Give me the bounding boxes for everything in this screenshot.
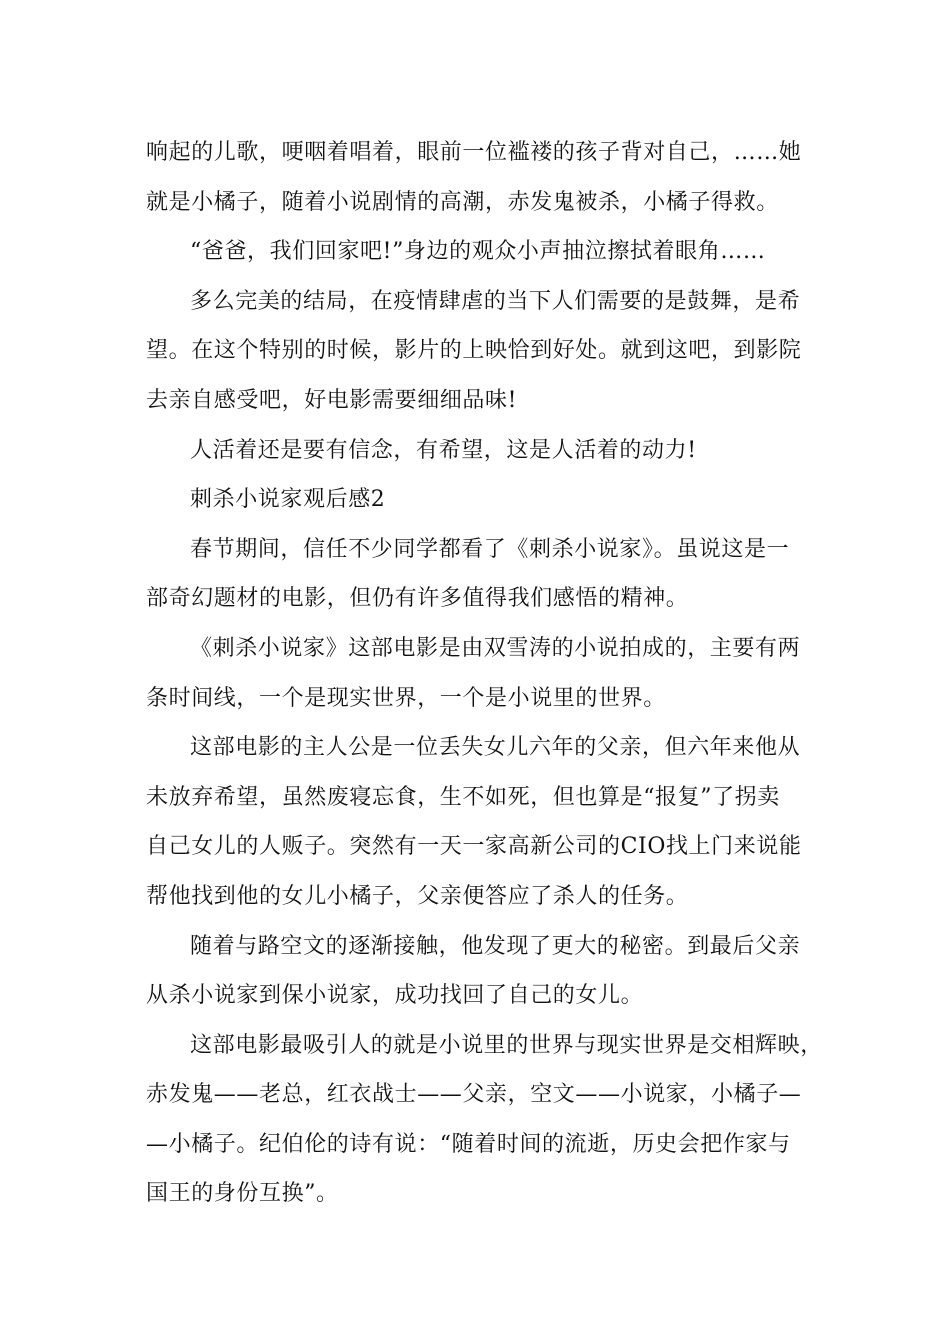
text-line: 自己女儿的人贩子。突然有一天一家高新公司的CIO找上门来说能: [146, 834, 802, 860]
document-body: [146, 128, 823, 1219]
text-line: 条时间线，一个是现实世界，一个是小说里的世界。: [146, 685, 666, 711]
text-line: 响起的儿歌，哽咽着唱着，眼前一位褴褛的孩子背对自己，……她: [146, 140, 802, 165]
section-title: 刺杀小说家观后感2: [190, 487, 386, 513]
text-line: 帮他找到他的女儿小橘子，父亲便答应了杀人的任务。: [146, 883, 689, 909]
text-line: 就是小橘子，随着小说剧情的高潮，赤发鬼被杀，小橘子得救。: [146, 189, 779, 215]
text-line: 国王的身份互换”。: [146, 1181, 339, 1207]
text-line: “爸爸，我们回家吧!”身边的观众小声抽泣擦拭着眼角……: [190, 239, 766, 265]
text-line: 人活着还是要有信念，有希望，这是人活着的动力!: [190, 437, 697, 463]
text-line: 这部电影最吸引人的就是小说里的世界与现实世界是交相辉映，: [190, 1032, 823, 1058]
text-line: 这部电影的主人公是一位丢失女儿六年的父亲，但六年来他从: [190, 735, 801, 761]
text-line: 随着与路空文的逐渐接触，他发现了更大的秘密。到最后父亲: [190, 933, 801, 959]
text-line: 《刺杀小说家》这部电影是由双雪涛的小说拍成的，主要有两: [190, 635, 801, 661]
text-line: —小橘子。纪伯伦的诗有说：“随着时间的流逝，历史会把作家与: [146, 1131, 791, 1157]
text-line: 部奇幻题材的电影，但仍有许多值得我们感悟的精神。: [146, 586, 689, 612]
text-line: 多么完美的结局，在疫情肆虐的当下人们需要的是鼓舞，是希: [190, 288, 801, 314]
text-line: 从杀小说家到保小说家，成功找回了自己的女儿。: [146, 983, 644, 1009]
text-line: 去亲自感受吧，好电影需要细细品味!: [146, 387, 518, 413]
text-line: 未放弃希望，虽然废寝忘食，生不如死，但也算是“报复”了拐卖: [146, 784, 780, 810]
text-line: 望。在这个特别的时候，影片的上映恰到好处。就到这吧，到影院: [146, 338, 802, 364]
text-line: 赤发鬼——老总，红衣战士——父亲，空文——小说家，小橘子—: [146, 1082, 802, 1108]
text-line: 春节期间，信任不少同学都看了《刺杀小说家》。虽说这是一: [190, 536, 790, 562]
